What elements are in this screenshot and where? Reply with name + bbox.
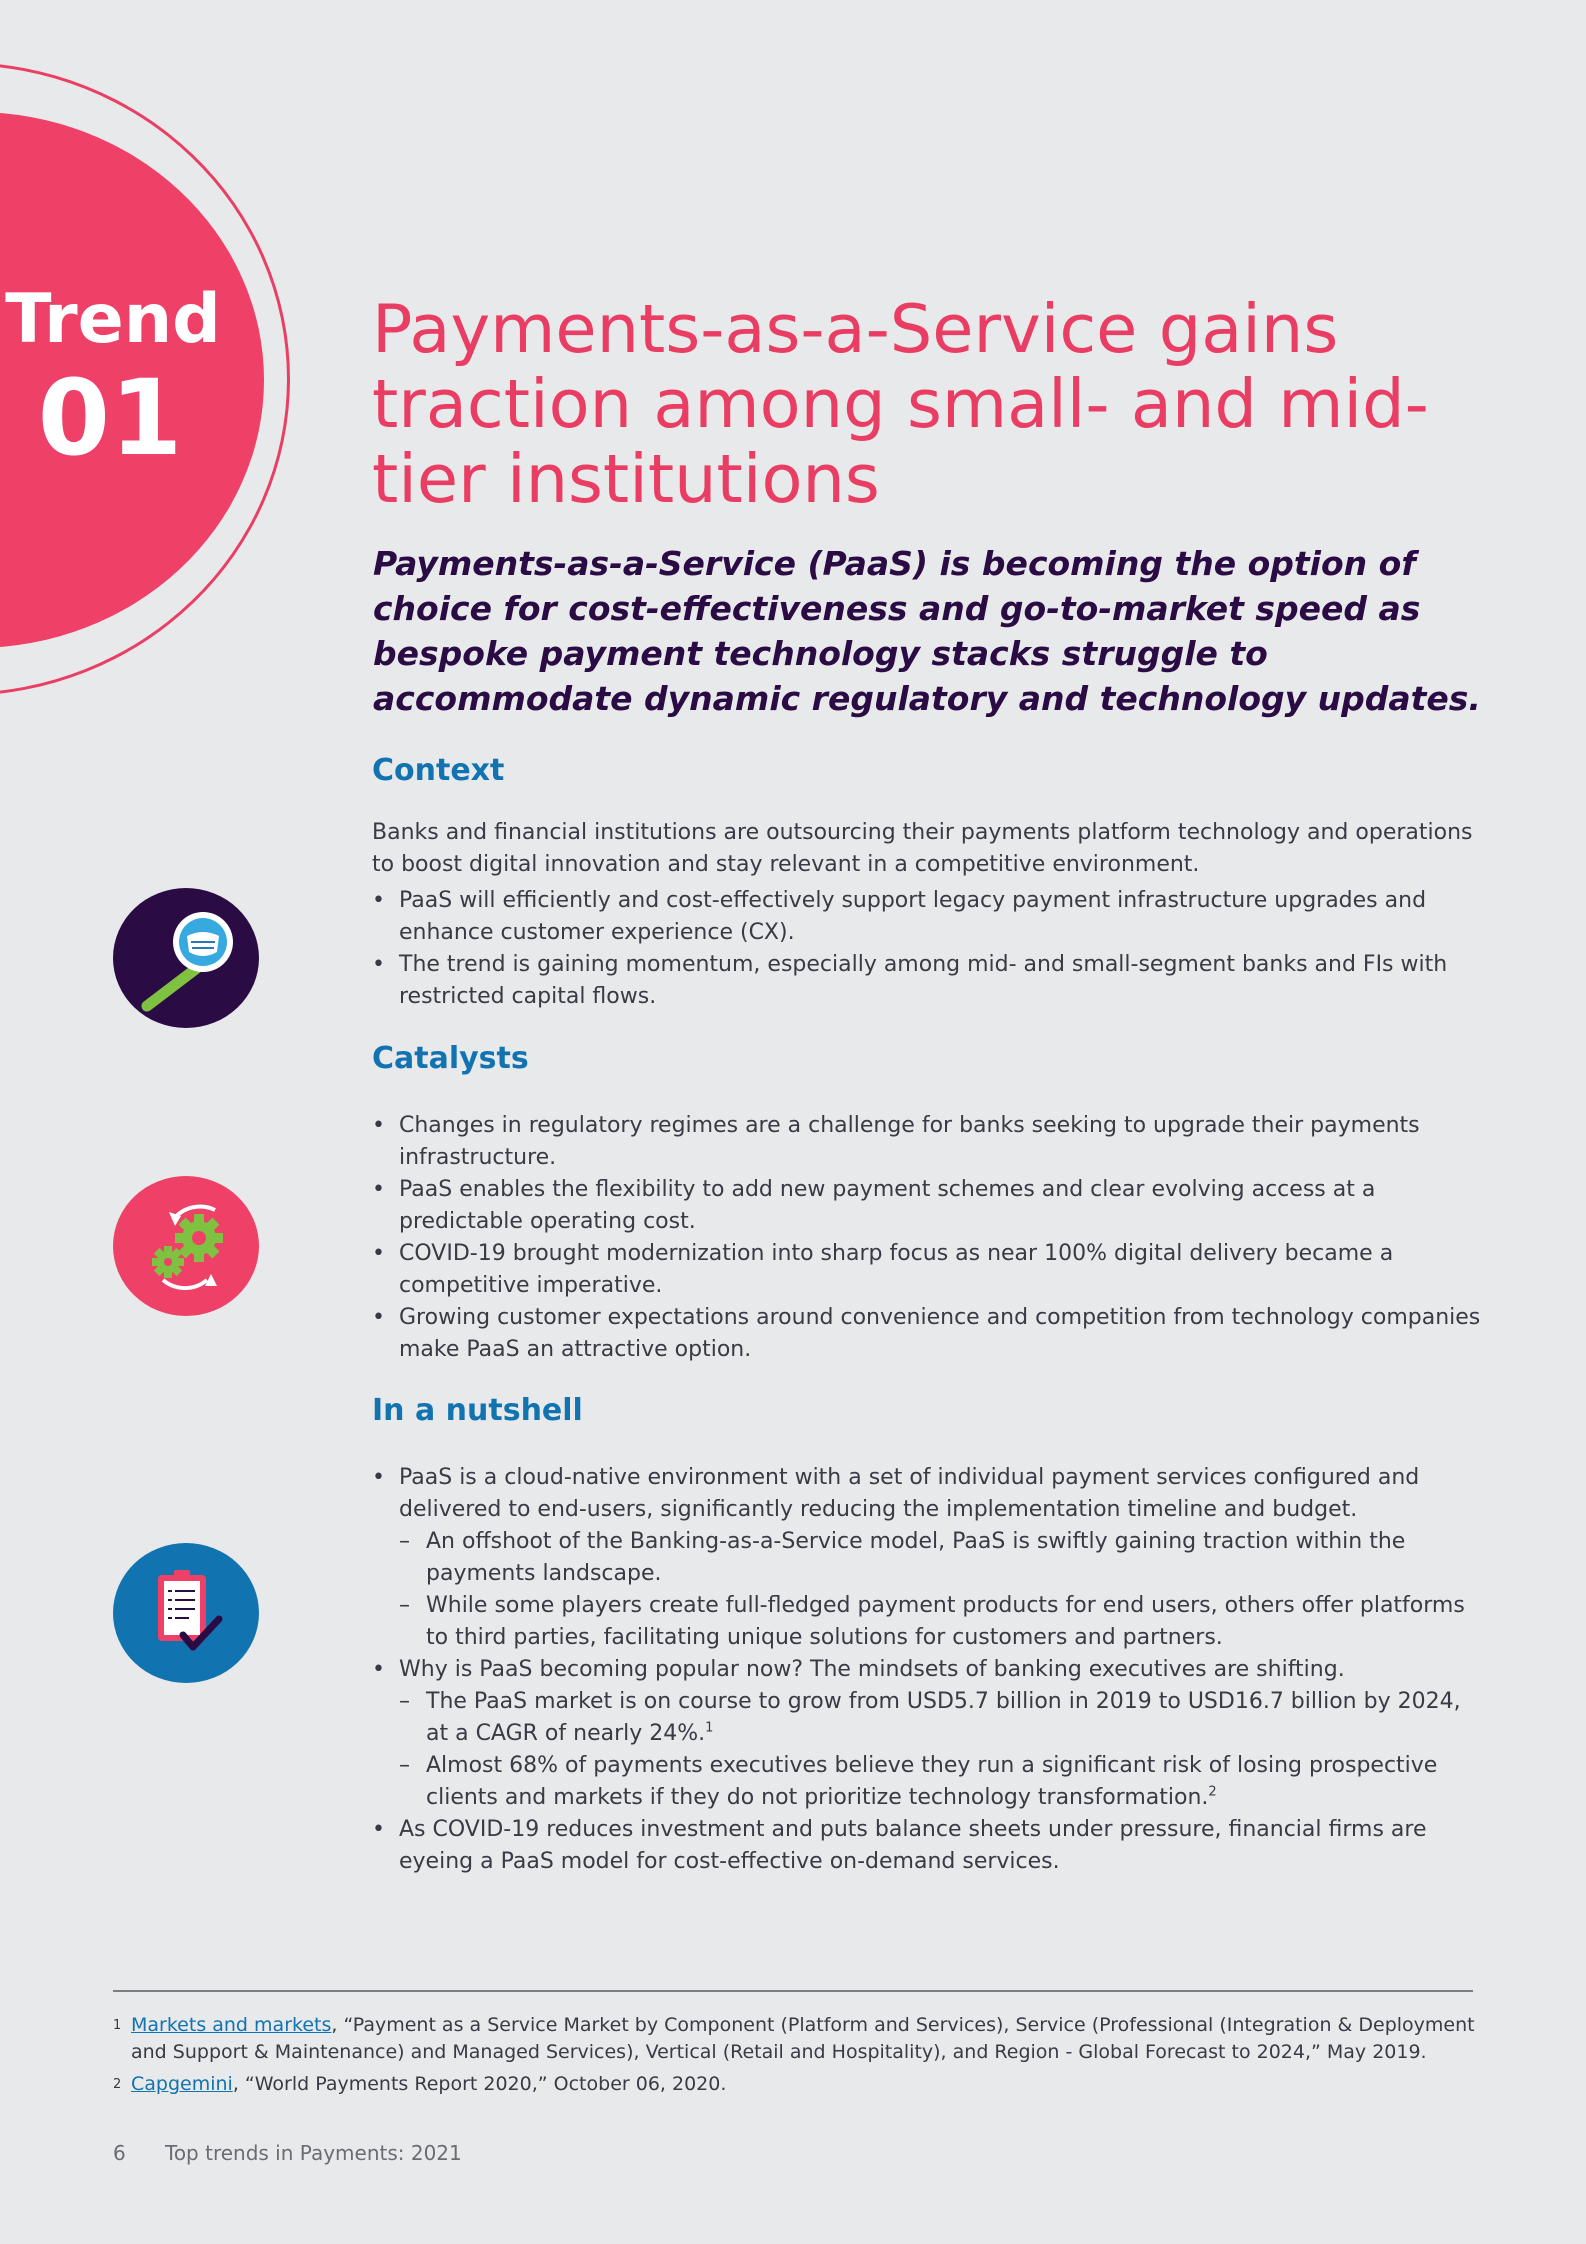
trend-label: Trend [5,280,221,359]
trend-number: 01 [37,357,183,479]
footnote-link[interactable]: Markets and markets [131,2014,332,2036]
sub-list-item [372,1750,1488,1814]
list-item: • PaaS will efficiently and cost-effectively support legacy payment infrastructure upgrades and enhance customer experience (CX). [372,885,1488,949]
footnote-link[interactable]: Capgemini [131,2073,233,2095]
list-item: • Why is PaaS becoming popular now? The mindsets of banking executives are shifting. [372,1654,1488,1686]
footnote-number: 1 [113,2018,122,2033]
magnifier-mask-icon [113,888,259,1028]
page-number: 6 [113,2141,126,2165]
context-heading: Context [372,753,505,788]
lead-paragraph: Payments-as-a-Service (PaaS) is becoming the option of choice for cost-effectiveness and go-to-market speed as bespoke payment technology stacks struggle to accommodate dynamic regulatory and technology updates. [373,544,1481,718]
footnote-2 [113,2071,1475,2098]
list-item-text: The PaaS market is on course to grow from USD5.7 billion in 2019 to USD16.7 billion by 2024, at a CAGR of nearly 24%. [426,1689,1461,1746]
context-intro: Banks and financial institutions are outsourcing their payments platform technology and operations to boost digital innovation and stay relevant in a competitive environment. [372,820,1473,877]
footnote-text: , “World Payments Report 2020,” October 06, 2020. [232,2073,727,2095]
list-item: • The trend is gaining momentum, especially among mid- and small-segment banks and FIs with restricted capital flows. [372,949,1488,1013]
catalysts-heading: Catalysts [372,1041,529,1076]
page-title: Payments-as-a-Service gains traction among small- and mid-tier institutions [372,290,1429,518]
list-item: • PaaS is a cloud-native environment with a set of individual payment services configured and delivered to end-users, significantly reducing the implementation timeline and budget. [372,1462,1488,1526]
sub-list-item: – While some players create full-fledged payment products for end users, others offer platforms to third parties, facilitating unique solutions for customers and partners. [372,1590,1488,1654]
footnote-divider [113,1990,1473,1992]
list-item: • PaaS enables the flexibility to add new payment schemes and clear evolving access at a predictable operating cost. [372,1174,1488,1238]
catalysts-list [372,1110,1488,1366]
list-item-text: Almost 68% of payments executives believe they run a significant risk of losing prospective clients and markets if they do not prioritize technology transformation. [426,1753,1438,1810]
clipboard-checklist-icon [113,1543,259,1683]
list-item: • As COVID-19 reduces investment and puts balance sheets under pressure, financial firms are eyeing a PaaS model for cost-effective on-demand services. [372,1814,1488,1878]
footnote-1 [113,2012,1475,2066]
sub-list-item: – An offshoot of the Banking-as-a-Service model, PaaS is swiftly gaining traction within the payments landscape. [372,1526,1488,1590]
list-item: • COVID-19 brought modernization into sharp focus as near 100% digital delivery became a competitive imperative. [372,1238,1488,1302]
footnote-number: 2 [113,2077,122,2092]
list-item: • Changes in regulatory regimes are a challenge for banks seeking to upgrade their payments infrastructure. [372,1110,1488,1174]
running-title: Top trends in Payments: 2021 [165,2141,462,2165]
footnote-ref: 1 [705,1720,714,1736]
nutshell-list [372,1462,1488,1878]
footnote-ref: 2 [1208,1784,1217,1800]
footnote-text: , “Payment as a Service Market by Component (Platform and Services), Service (Professional (Integration & Deployment and Support & Maintenance) and Managed Services), Vertical (Retail and Hospitality), and Region - Global Forecast to 2024,” May 2019. [131,2014,1475,2063]
list-item: • Growing customer expectations around convenience and competition from technology companies make PaaS an attractive option. [372,1302,1488,1366]
context-list [372,885,1488,1013]
sub-list-item [372,1686,1488,1750]
gears-refresh-icon [113,1176,259,1316]
nutshell-heading: In a nutshell [372,1393,583,1428]
